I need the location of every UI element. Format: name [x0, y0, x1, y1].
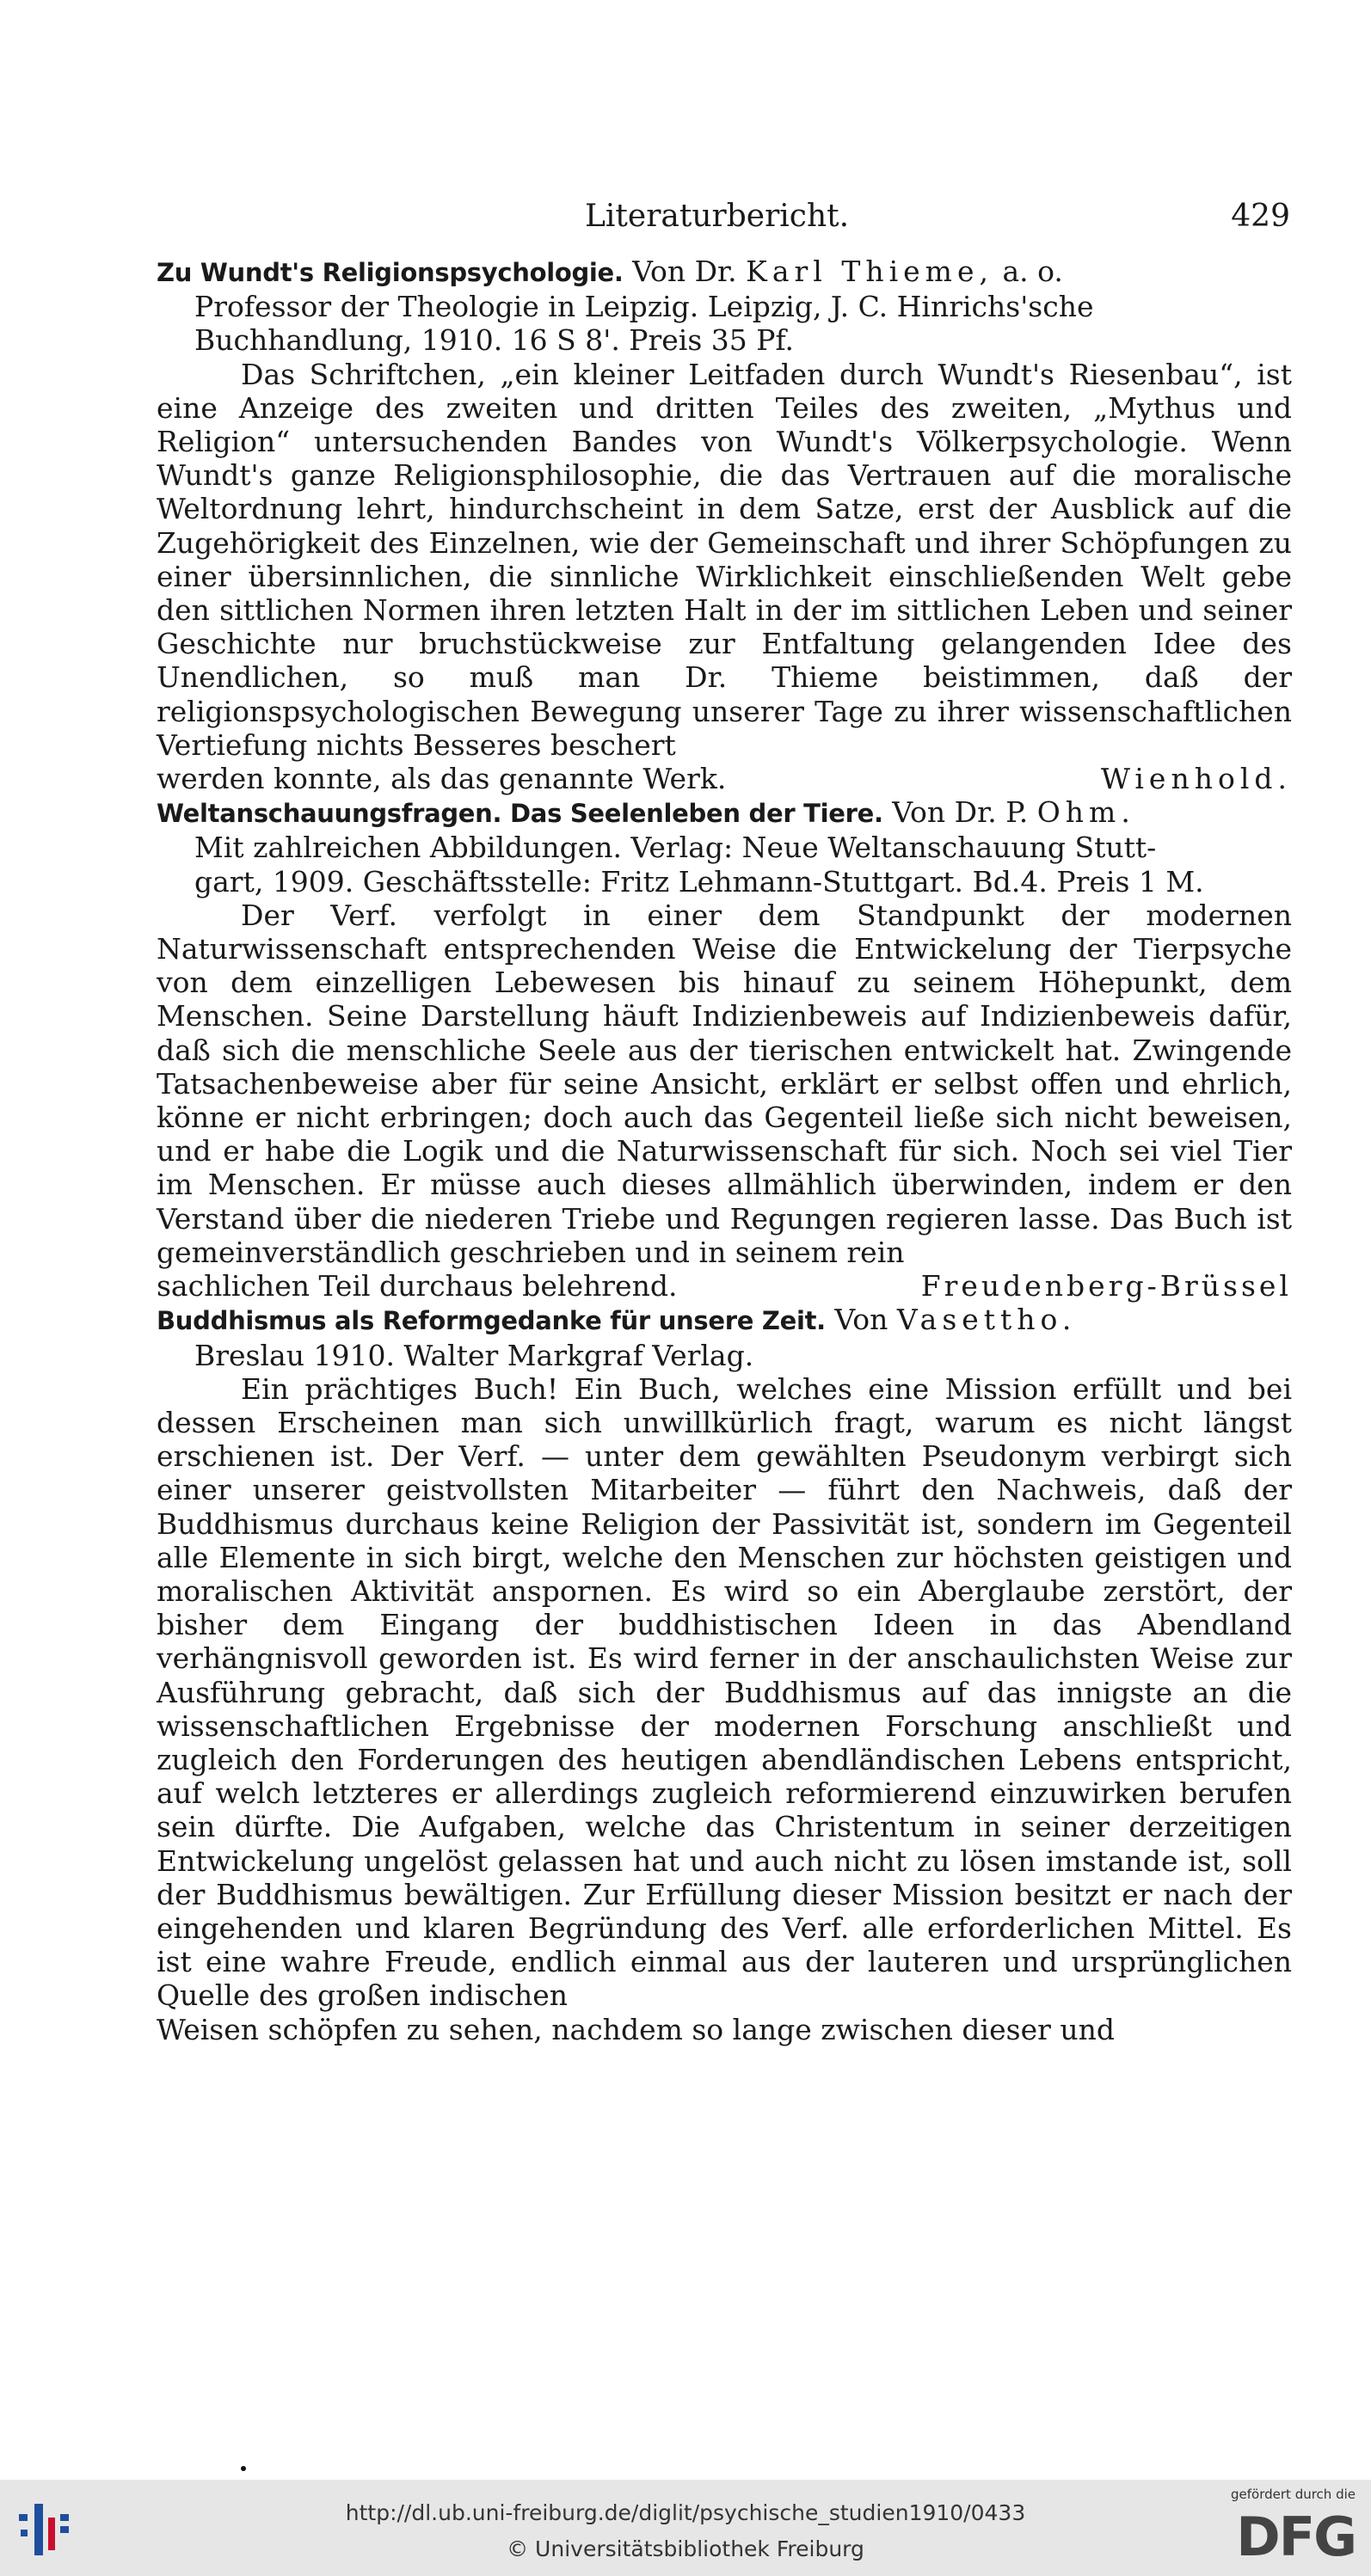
running-header	[585, 196, 1290, 237]
review-seelenleben	[157, 795, 1292, 1303]
biblio-line: Mit zahlreichen Abbildungen. Verlag: Neue Weltanschauung Stutt-	[194, 831, 1157, 865]
review-heading-line	[157, 1303, 1292, 1338]
review-title: Weltanschauungsfragen. Das Seelenleben der Tiere.	[157, 799, 883, 829]
dfg-wordmark: DFG	[1236, 2505, 1356, 2568]
dfg-logo	[1218, 2487, 1356, 2573]
review-author: Vasettho.	[896, 1303, 1077, 1337]
biblio-line: Buchhandlung, 1910. 16 S 8'. Preis 35 Pf.	[194, 323, 794, 358]
review-wundt	[157, 255, 1292, 795]
biblio-line: Breslau 1910. Walter Markgraf Verlag.	[194, 1338, 754, 1372]
reviewer-signature: Freudenberg-Brüssel	[920, 1269, 1292, 1303]
article-content	[157, 255, 1292, 2046]
source-url[interactable]: http://dl.ub.uni-freiburg.de/diglit/psychische_studien1910/0433	[345, 2500, 1026, 2525]
review-body: Das Schriftchen, „ein kleiner Leitfaden durch Wundt's Riesenbau“, ist eine Anzeige des zweiten und dritten Teiles des zweiten, „Mythus und Religion“ untersuchenden Bandes von Wundt's Völkerpsychologie. Wenn Wundt's ganze Religionsphilosophie, die das Vertrauen auf die moralische Weltordnung lehrt, hindurchscheint in dem Satze, erst der Ausblick auf die Zugehörigkeit des Einzelnen, wie der Gemeinschaft und ihrer Schöpfungen zu einer übersinnlichen, die sinnliche Wirklichkeit einschließenden Welt gebe den sittlichen Normen ihren letzten Halt in der im sittlichen Leben und seiner Geschichte nur bruchstückweise zur Entfaltung gelangenden Idee des Unendlichen, so muß man Dr. Thieme beistimmen, daß der religionspsychologischen Bewegung unserer Tage zu ihrer wissenschaftlichen Vertiefung nichts Besseres beschert	[157, 357, 1292, 762]
funding-label: gefördert durch die	[1231, 2487, 1356, 2502]
biblio-line: gart, 1909. Geschäftsstelle: Fritz Lehmann-Stuttgart. Bd.4. Preis 1 M.	[194, 864, 1204, 899]
review-body: Der Verf. verfolgt in einer dem Standpunkt der modernen Naturwissenschaft entsprechenden Weise die Entwickelung der Tierpsyche von dem einzelligen Lebewesen bis hinauf zu seinem Höhepunkt, dem Menschen. Seine Darstellung häuft Indizienbeweis auf Indizienbeweis dafür, daß sich die menschliche Seele aus der tierischen entwickelt hat. Zwingende Tatsachenbeweise aber für seine Ansicht, erklärt er selbst offen und ehrlich, könne er nicht erbringen; doch auch das Gegenteil ließe sich nicht beweisen, und er habe die Logik und die Naturwissenschaft für sich. Noch sei viel Tier im Menschen. Er müsse auch dieses allmählich überwinden, indem er den Verstand über die niederen Triebe und Regungen regieren lasse. Das Buch ist gemeinverständlich geschrieben und in seinem rein	[157, 898, 1292, 1269]
running-title: Literaturbericht.	[585, 199, 850, 234]
stray-mark	[241, 2466, 246, 2471]
von-label: Von Dr.	[632, 255, 737, 288]
last-line-text: werden konnte, als das genannte Werk.	[157, 762, 727, 796]
review-author: Ohm.	[1036, 795, 1135, 830]
von-label: Von Dr. P.	[892, 795, 1029, 830]
review-buddhismus	[157, 1303, 1292, 2045]
von-label: Von	[834, 1303, 888, 1337]
review-body-last-line	[157, 1269, 1292, 1303]
review-heading-line	[157, 795, 1292, 831]
page-number: 429	[1231, 199, 1290, 234]
review-body-last-line	[157, 762, 1292, 795]
reviewer-signature: Wienhold.	[1101, 762, 1292, 796]
last-line-text: sachlichen Teil durchaus belehrend.	[157, 1269, 678, 1303]
library-footer	[0, 2480, 1371, 2576]
review-title: Zu Wundt's Religionspsychologie.	[157, 258, 624, 287]
author-note: a. o.	[1002, 255, 1063, 288]
review-heading-line	[157, 255, 1292, 290]
biblio-line: Professor der Theologie in Leipzig. Leipzig, J. C. Hinrichs'sche	[194, 290, 1094, 324]
review-author: Karl Thieme,	[746, 255, 993, 288]
review-body-last-line: Weisen schöpfen zu sehen, nachdem so lange zwischen dieser und	[157, 2012, 1115, 2046]
copyright-notice: © Universitätsbibliothek Freiburg	[507, 2536, 864, 2561]
review-title: Buddhismus als Reformgedanke für unsere Zeit.	[157, 1306, 826, 1336]
review-body: Ein prächtiges Buch! Ein Buch, welches eine Mission erfüllt und bei dessen Erscheinen man sich unwillkürlich fragt, warum es nicht längst erschienen ist. Der Verf. — unter dem gewählten Pseudonym verbirgt sich einer unserer geistvollsten Mitarbeiter — führt den Nachweis, daß der Buddhismus durchaus keine Religion der Passivität ist, sondern im Gegenteil alle Elemente in sich birgt, welche den Menschen zur höchsten geistigen und moralischen Aktivität anspornen. Es wird so ein Aberglaube zerstört, der bisher dem Eingang der buddhistischen Ideen in das Abendland verhängnisvoll geworden ist. Es wird ferner in der anschaulichsten Weise zur Ausführung gebracht, daß sich der Buddhismus auf das innigste an die wissenschaftlichen Ergebnisse der modernen Forschung anschließt und zugleich den Forderungen des heutigen abendländischen Lebens entspricht, auf welch letzteres er allerdings zugleich reformierend einzuwirken berufen sein dürfte. Die Aufgaben, welche das Christentum in seiner derzeitigen Entwickelung ungelöst gelassen hat und auch nicht zu lösen imstande ist, soll der Buddhismus bewältigen. Zur Erfüllung dieser Mission besitzt er nach der eingehenden und klaren Begründung des Verf. alle erforderlichen Mittel. Es ist eine wahre Freude, endlich einmal aus der lauteren und ursprünglichen Quelle des großen indischen	[157, 1371, 1292, 2013]
